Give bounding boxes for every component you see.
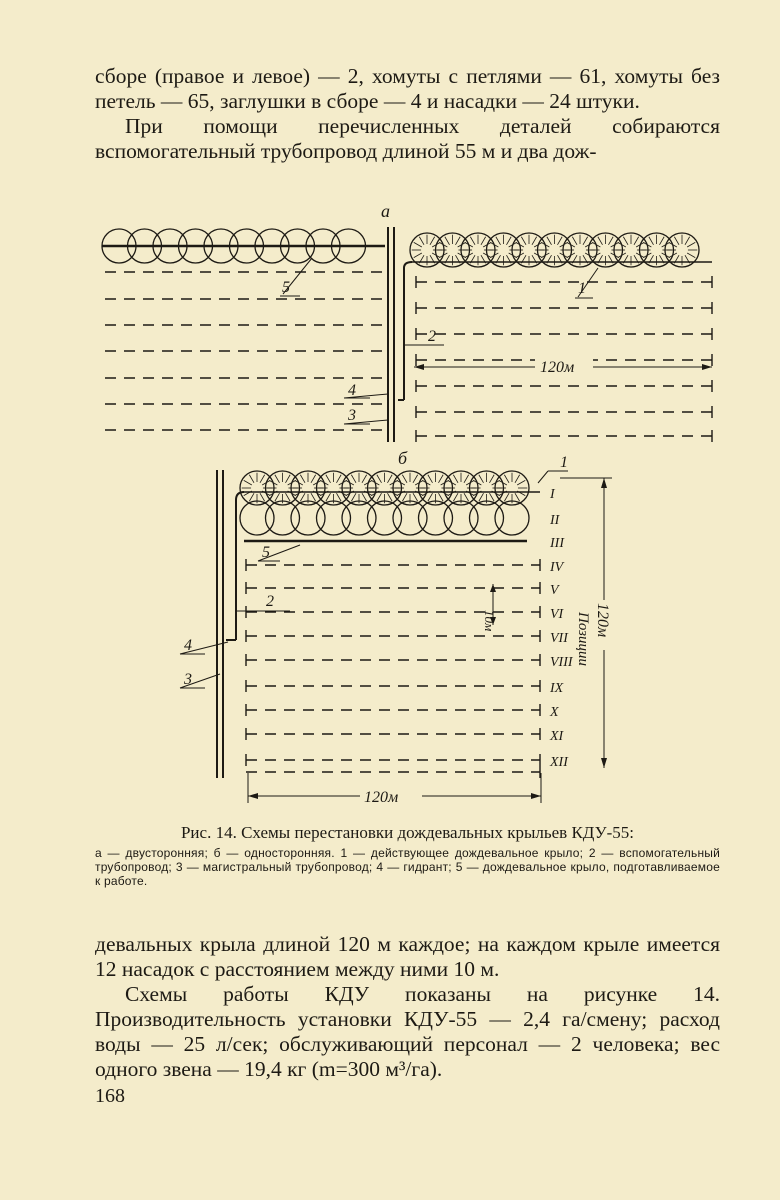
diagram-a-dimension: 120м: [540, 359, 575, 376]
sprinkler-circle-active: [300, 493, 305, 501]
sprinkler-circle-active: [623, 237, 628, 245]
sprinkler-circle-active: [438, 475, 443, 483]
horizontal-dimension: 120м: [364, 789, 399, 806]
position-label: XI: [550, 729, 564, 744]
sprinkler-circle-active: [464, 475, 469, 483]
sprinkler-circle-active: [532, 237, 537, 245]
page-number: 168: [95, 1085, 125, 1107]
sprinkler-circle: [444, 501, 478, 535]
paragraph-3: девальных крыла длиной 120 м каждое; на каждом крыле имеется 12 насадок с расстоянием между ними 10 м.: [95, 932, 720, 981]
vertical-caption: Позиции: [575, 612, 591, 666]
sprinkler-circle-active: [659, 237, 664, 245]
callout-b-3: 3: [184, 671, 192, 688]
aux-pipeline-a: [404, 262, 412, 400]
sprinkler-circle-active: [275, 493, 280, 501]
sprinkler-circle: [291, 501, 325, 535]
paragraph-4: Схемы работы КДУ показаны на рисунке 14. Производительность установки КДУ-55 — 2,4 га/смену; расход воды — 25 л/сек; обслуживающий персонал — 2 человека; вес одного звена — 19,4 кг (m=300 м³/га).: [95, 982, 720, 1081]
paragraph-2: При помощи перечисленных деталей собираются вспомогательный трубопровод длиной 55 м и два дож-: [95, 114, 720, 163]
position-label: IV: [550, 560, 564, 575]
position-label: IX: [550, 681, 564, 696]
sprinkler-circle-active: [481, 237, 486, 245]
sprinkler-circle-active: [687, 253, 695, 258]
sprinkler-circle: [393, 501, 427, 535]
figure-caption-legend: а — двусторонняя; б — односторонняя. 1 — действующее дождевальное крыло; 2 — вспомогательный трубопровод; 3 — магистральный трубопровод; 4 — гидрант; 5 — дождевальное крыло, подготавливаемое к работе.: [95, 846, 720, 888]
position-label: III: [550, 536, 564, 551]
sprinkler-circle: [495, 501, 529, 535]
sprinkler-circle-active: [362, 475, 367, 483]
sprinkler-circle-active: [244, 480, 252, 485]
vertical-dimension: 120м: [594, 603, 611, 638]
sprinkler-circle-active: [649, 237, 654, 245]
figure-caption-title: Рис. 14. Схемы перестановки дождевальных крыльев КДУ-55:: [180, 823, 635, 842]
diagram-b: [180, 448, 612, 806]
position-label: II: [550, 513, 560, 528]
position-label: VI: [550, 607, 564, 622]
sprinkler-circle: [368, 501, 402, 535]
sprinkler-circle-active: [479, 493, 484, 501]
position-label: VII: [550, 631, 568, 646]
sprinkler-circle: [240, 501, 274, 535]
callout-b-5: 5: [262, 544, 270, 561]
sprinkler-circle-active: [455, 237, 460, 245]
sprinkler-circle-active: [275, 475, 280, 483]
spacing-label: 10м: [482, 610, 497, 632]
sprinkler-circle-active: [521, 237, 526, 245]
paragraph-1: сборе (правое и левое) — 2, хомуты с петлями — 61, хомуты без петель — 65, заглушки в сборе — 4 и насадки — 24 штуки.: [95, 64, 720, 113]
sprinkler-circle-active: [311, 475, 316, 483]
sprinkler-circle-active: [413, 493, 418, 501]
sprinkler-circle-active: [506, 237, 511, 245]
sprinkler-circle-active: [504, 475, 509, 483]
sprinkler-circle-active: [387, 493, 392, 501]
sprinkler-circle-active: [470, 237, 475, 245]
sprinkler-circle-active: [685, 237, 690, 245]
sprinkler-circle-active: [414, 253, 422, 258]
sprinkler-circle: [317, 501, 351, 535]
sprinkler-circle-active: [377, 493, 382, 501]
diagram-b-label: б: [398, 448, 408, 468]
callout-a-5: 5: [282, 279, 290, 296]
sprinkler-circle-active: [557, 237, 562, 245]
sprinkler-circle-active: [572, 237, 577, 245]
callout-b-4: 4: [184, 637, 192, 654]
diagram-a-label: а: [381, 201, 390, 221]
callout-a-2: 2: [428, 328, 436, 345]
sprinkler-circle-active: [249, 493, 254, 501]
callout-a-4: 4: [348, 382, 356, 399]
sprinkler-circle-active: [687, 242, 695, 247]
sprinkler-circle-active: [517, 480, 525, 485]
sprinkler-circle-active: [336, 475, 341, 483]
sprinkler-circle-active: [402, 493, 407, 501]
sprinkler-circle-active: [445, 237, 450, 245]
sprinkler-circle-active: [453, 493, 458, 501]
sprinkler-circle-active: [515, 493, 520, 501]
sprinkler-circle-active: [414, 242, 422, 247]
sprinkler-circle: [266, 501, 300, 535]
sprinkler-circle-active: [438, 493, 443, 501]
callout-a-1: 1: [578, 280, 586, 297]
sprinkler-circle-active: [402, 475, 407, 483]
sprinkler-circle-active: [351, 493, 356, 501]
sprinkler-circle-active: [260, 493, 265, 501]
sprinkler-circle-active: [285, 475, 290, 483]
sprinkler-circle-active: [504, 493, 509, 501]
sprinkler-circle-active: [608, 237, 613, 245]
sprinkler-circle-active: [479, 475, 484, 483]
sprinkler-circle-active: [489, 493, 494, 501]
sprinkler-circle-active: [419, 237, 424, 245]
sprinkler-circle-active: [547, 237, 552, 245]
diagram-a: [102, 201, 712, 442]
sprinkler-circle-active: [634, 237, 639, 245]
sprinkler-circle-active: [300, 475, 305, 483]
position-label: X: [550, 705, 559, 720]
sprinkler-circle: [470, 501, 504, 535]
sprinkler-circle-active: [674, 237, 679, 245]
position-label: VIII: [550, 655, 573, 670]
sprinkler-circle-active: [428, 475, 433, 483]
sprinkler-circle-active: [249, 475, 254, 483]
sprinkler-circle-active: [311, 493, 316, 501]
sprinkler-circle-active: [598, 237, 603, 245]
sprinkler-circle-active: [377, 475, 382, 483]
sprinkler-circle-active: [387, 475, 392, 483]
sprinkler-circle-active: [430, 237, 435, 245]
sprinkler-circle-active: [453, 475, 458, 483]
sprinkler-circle-active: [428, 493, 433, 501]
position-label: I: [550, 487, 555, 502]
sprinkler-circle-active: [326, 493, 331, 501]
sprinkler-circle-active: [515, 475, 520, 483]
sprinkler-circle-active: [326, 475, 331, 483]
sprinkler-circle: [419, 501, 453, 535]
callout-b-2: 2: [266, 593, 274, 610]
sprinkler-circle-active: [260, 475, 265, 483]
bottom-text-block: [95, 932, 720, 1082]
sprinkler-circle-active: [362, 493, 367, 501]
sprinkler-circle-active: [336, 493, 341, 501]
sprinkler-circle: [342, 501, 376, 535]
sprinkler-circle-active: [413, 475, 418, 483]
position-label: XII: [550, 755, 568, 770]
sprinkler-circle-active: [464, 493, 469, 501]
sprinkler-circle-active: [285, 493, 290, 501]
callout-b-1: 1: [560, 454, 568, 471]
callout-a-3: 3: [348, 407, 356, 424]
sprinkler-circle-active: [496, 237, 501, 245]
sprinkler-circle-active: [583, 237, 588, 245]
position-label: V: [550, 583, 559, 598]
sprinkler-circle-active: [351, 475, 356, 483]
sprinkler-circle-active: [489, 475, 494, 483]
